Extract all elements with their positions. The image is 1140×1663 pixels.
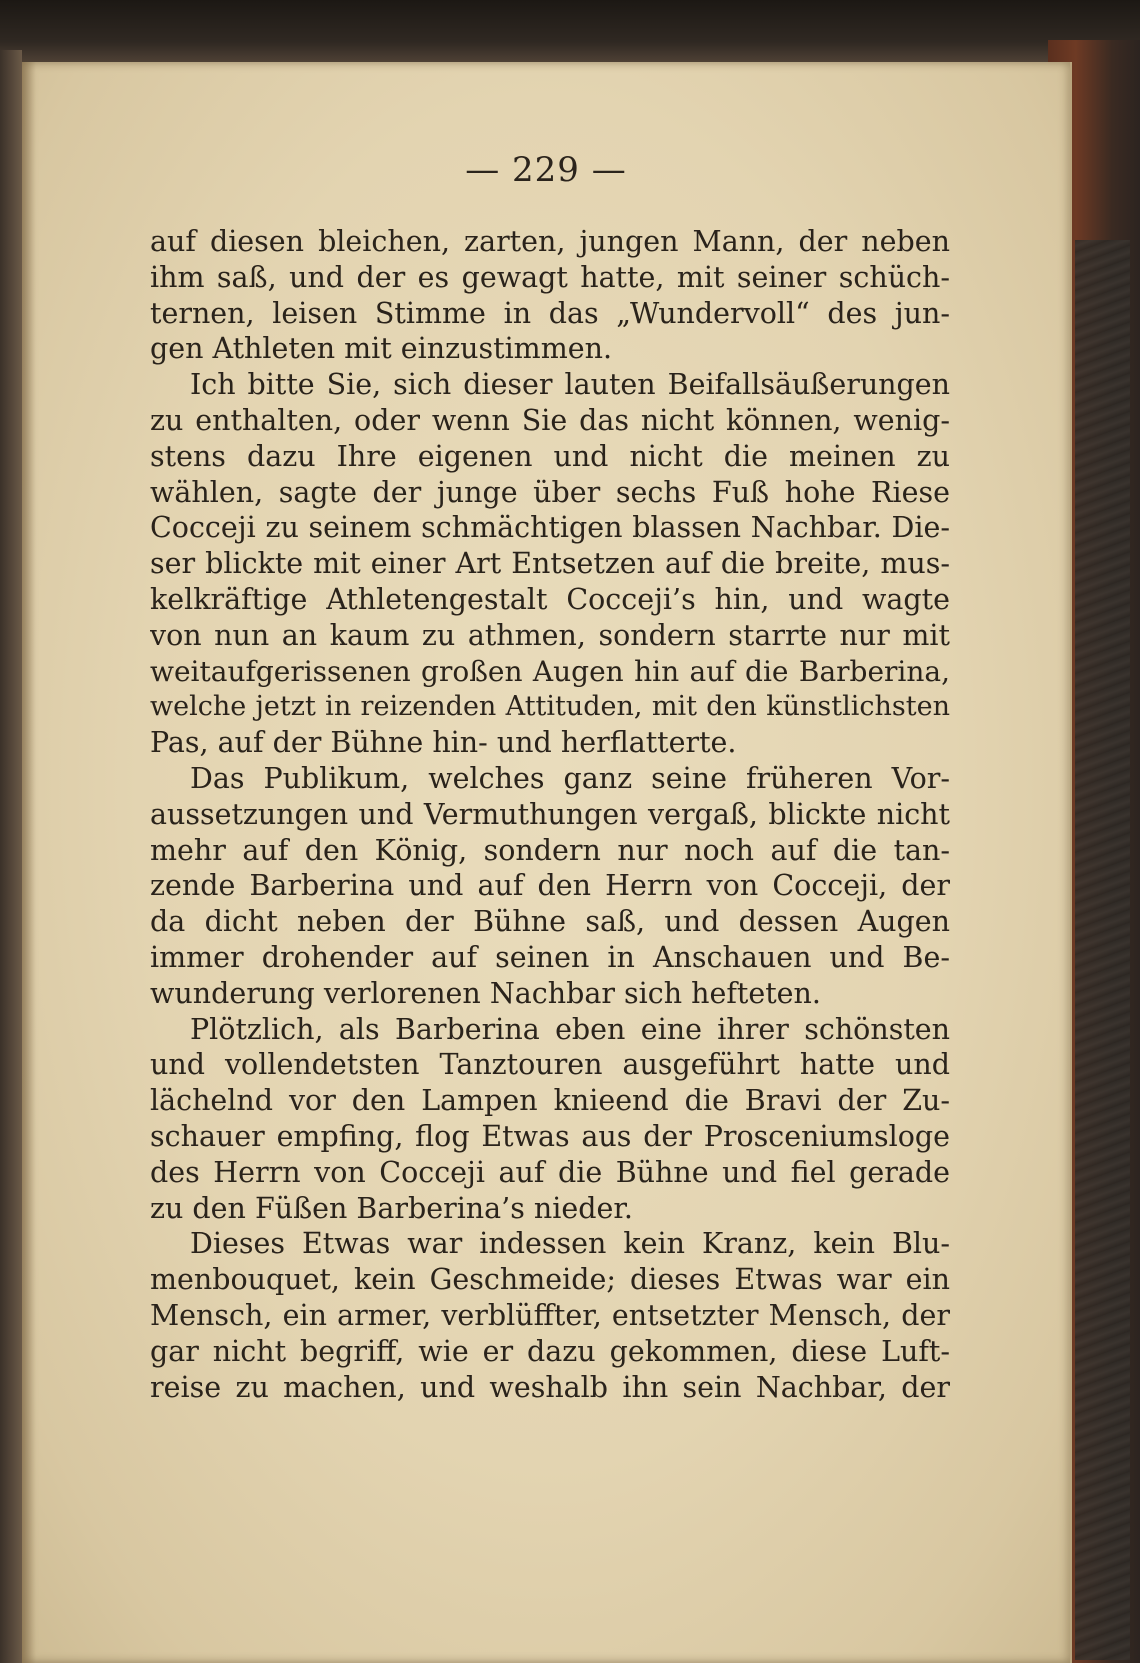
text-line: ternen, leisen Stimme in das „Wundervoll“ des jun- bbox=[150, 296, 950, 330]
text-line: gar nicht begriff, wie er dazu gekommen, diese Luft- bbox=[150, 1334, 950, 1368]
text-line: wunderung verlorenen Nachbar sich hefteten. bbox=[150, 976, 821, 1010]
text-line: ihm saß, und der es gewagt hatte, mit seiner schüch- bbox=[150, 260, 950, 294]
text-line: kelkräftige Athletengestalt Cocceji’s hin, und wagte bbox=[150, 582, 950, 616]
text-line: und vollendetsten Tanztouren ausgeführt hatte und bbox=[150, 1048, 950, 1082]
cover-board bbox=[1075, 240, 1130, 1660]
text-line: weitaufgerissenen großen Augen hin auf die Barberina, bbox=[150, 654, 950, 688]
text-line: von nun an kaum zu athmen, sondern starrte nur mit bbox=[150, 618, 950, 652]
text-line: Dieses Etwas war indessen kein Kranz, kein Blu- bbox=[190, 1227, 950, 1261]
page-number: — 229 — bbox=[465, 150, 627, 190]
text-line: da dicht neben der Bühne saß, und dessen Augen bbox=[150, 905, 950, 939]
text-line: mehr auf den König, sondern nur noch auf die tan- bbox=[150, 833, 950, 867]
text-line: Pas, auf der Bühne hin- und herflatterte. bbox=[150, 726, 737, 760]
text-line: gen Athleten mit einzustimmen. bbox=[150, 332, 613, 366]
text-line: menbouquet, kein Geschmeide; dieses Etwas war ein bbox=[150, 1263, 950, 1297]
text-line: Cocceji zu seinem schmächtigen blassen Nachbar. Die- bbox=[150, 511, 950, 545]
body-text bbox=[150, 224, 950, 1405]
page-gutter-shadow bbox=[22, 62, 36, 1663]
book-page bbox=[22, 62, 1072, 1663]
text-line: Das Publikum, welches ganz seine früheren Vor- bbox=[190, 761, 950, 795]
text-line: zu enthalten, oder wenn Sie das nicht können, wenig- bbox=[150, 403, 950, 437]
text-line: schauer empfing, flog Etwas aus der Prosceniumsloge bbox=[150, 1119, 950, 1153]
text-line: zu den Füßen Barberina’s nieder. bbox=[150, 1191, 633, 1225]
book-top-edge bbox=[0, 0, 1140, 70]
text-line: Plötzlich, als Barberina eben eine ihrer schönsten bbox=[190, 1012, 950, 1046]
book-spine bbox=[0, 50, 22, 1663]
text-line: immer drohender auf seinen in Anschauen und Be- bbox=[150, 940, 950, 974]
text-line: welche jetzt in reizenden Attituden, mit den künstlichsten bbox=[150, 691, 950, 723]
text-line: wählen, sagte der junge über sechs Fuß hohe Riese bbox=[150, 475, 950, 509]
text-line: ser blickte mit einer Art Entsetzen auf die breite, mus- bbox=[150, 547, 950, 581]
text-line: reise zu machen, und weshalb ihn sein Nachbar, der bbox=[150, 1370, 950, 1404]
text-line: des Herrn von Cocceji auf die Bühne und fiel gerade bbox=[150, 1155, 950, 1189]
text-line: Mensch, ein armer, verblüffter, entsetzter Mensch, der bbox=[150, 1298, 950, 1332]
text-line: lächelnd vor den Lampen knieend die Bravi der Zu- bbox=[150, 1084, 950, 1118]
text-line: Ich bitte Sie, sich dieser lauten Beifallsäußerungen bbox=[190, 368, 950, 402]
text-line: zende Barberina und auf den Herrn von Cocceji, der bbox=[150, 869, 950, 903]
text-line: auf diesen bleichen, zarten, jungen Mann, der neben bbox=[150, 225, 950, 258]
text-line: stens dazu Ihre eigenen und nicht die meinen zu bbox=[150, 439, 950, 473]
text-line: aussetzungen und Vermuthungen vergaß, blickte nicht bbox=[150, 797, 950, 831]
